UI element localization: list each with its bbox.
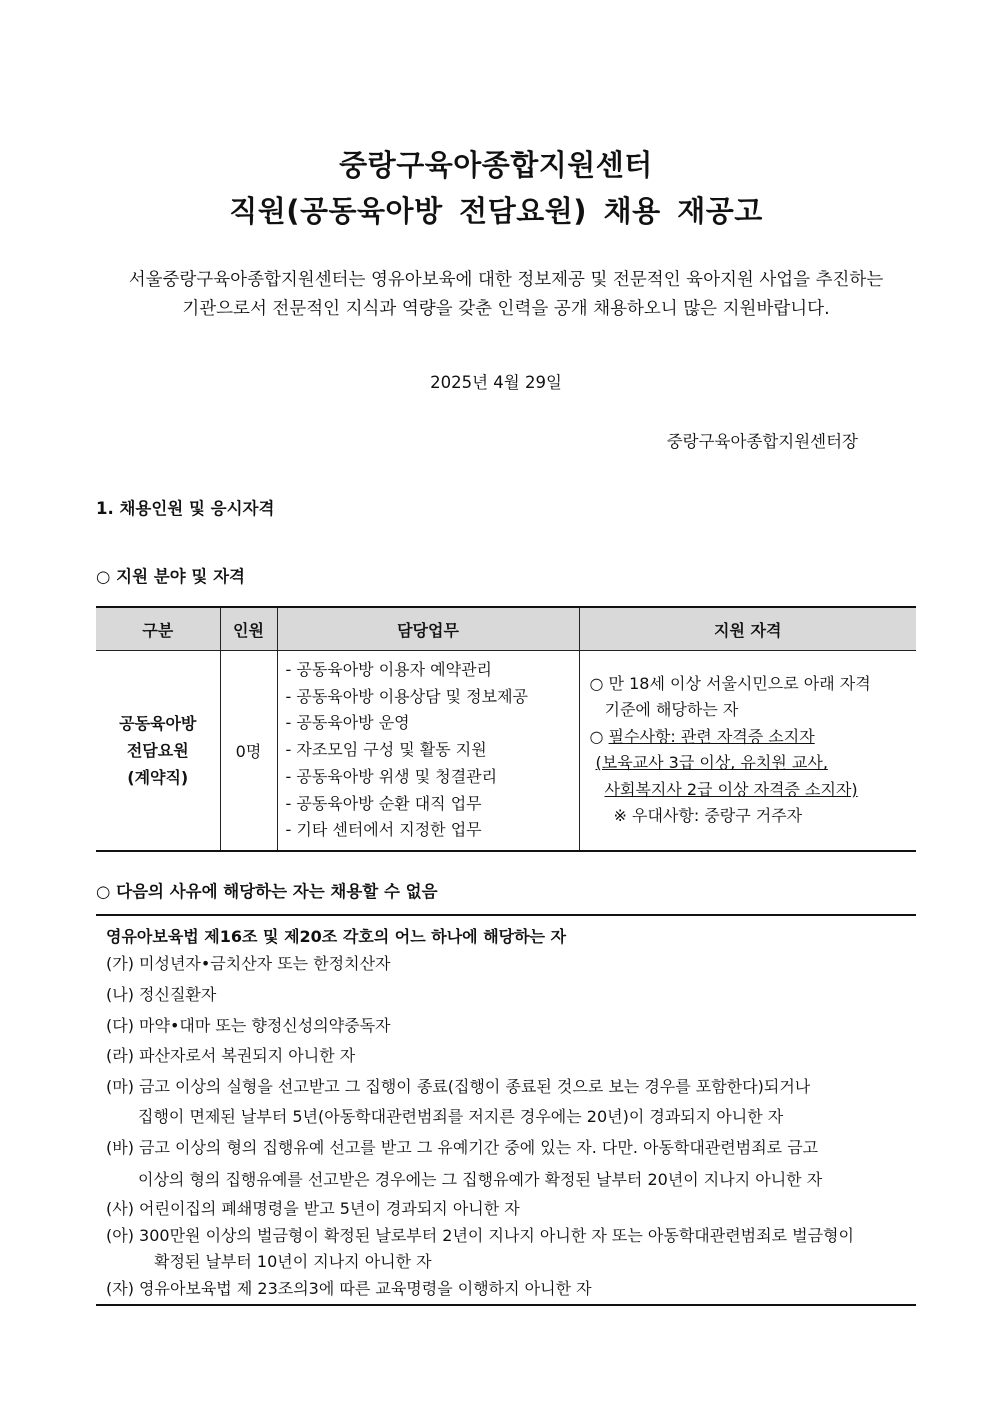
preferred-qualification: ※ 우대사항: 중랑구 거주자: [613, 806, 803, 826]
disqualification-item: (나) 정신질환자: [106, 985, 217, 1004]
category-cell: [96, 651, 220, 851]
header-category: 구분: [96, 607, 220, 651]
required-line: [590, 724, 911, 751]
disqualification-item: (다) 마약•대마 또는 향정신성의약중독자: [106, 1016, 391, 1035]
qualification-cell: [579, 651, 916, 851]
intro-line-2: 기관으로서 전문적인 지식과 역량을 갖춘 인력을 공개 채용하오니 많은 지원바랍니다.: [182, 299, 830, 319]
disqualification-heading: 영유아보육법 제16조 및 제20조 각호의 어느 하나에 해당하는 자: [106, 927, 567, 946]
signer: 중랑구육아종합지원센터장: [666, 432, 858, 451]
header-count: 인원: [220, 607, 277, 651]
section-heading-disqualification: ○ 다음의 사유에 해당하는 자는 채용할 수 없음: [96, 882, 438, 901]
required-detail: [590, 750, 911, 777]
section-heading-recruitment: 1. 채용인원 및 응시자격: [96, 499, 275, 518]
category-line: 공동육아방: [119, 713, 197, 733]
intro-paragraph: [96, 266, 916, 324]
disqualification-item-cont: 확정된 날부터 10년이 지나지 아니한 자: [154, 1252, 432, 1271]
count-cell: 0명: [220, 651, 277, 851]
duty-item: - 공동육아방 순환 대직 업무: [285, 793, 482, 813]
disqualification-item: (가) 미성년자•금치산자 또는 한정치산자: [106, 954, 391, 973]
duties-cell: [277, 651, 579, 851]
section-heading-qualification: ○ 지원 분야 및 자격: [96, 567, 245, 586]
disqualification-item: (라) 파산자로서 복권되지 아니한 자: [106, 1046, 356, 1065]
disqualification-item-cont: 이상의 형의 집행유예를 선고받은 경우에는 그 집행유예가 확정된 날부터 20년이 지나지 아니한 자: [138, 1170, 823, 1189]
table-header-row: [96, 607, 916, 651]
required-detail-2: 사회복지사 2급 이상 자격증 소지자): [604, 779, 858, 799]
category-line: 전담요원: [126, 740, 189, 760]
table-row: [96, 651, 916, 851]
page-subtitle: 직원(공동육아방 전담요원) 채용 재공고: [229, 194, 763, 228]
category-line: (계약직): [127, 767, 189, 787]
required-detail-1: (보육교사 3급 이상, 유치원 교사,: [595, 753, 828, 773]
disqualification-item-cont: 집행이 면제된 날부터 5년(아동학대관련범죄를 저지른 경우에는 20년)이 경과되지 아니한 자: [138, 1107, 784, 1126]
page-title: 중랑구육아종합지원센터: [339, 148, 653, 182]
required-detail: [590, 777, 911, 804]
disqualification-box: [96, 914, 916, 1306]
announcement-date: 2025년 4월 29일: [430, 373, 562, 392]
required-bullet: ○: [589, 726, 609, 746]
required-qualification: 필수사항: 관련 자격증 소지자: [608, 726, 815, 746]
header-qualification: 지원 자격: [579, 607, 916, 651]
qualification-table: [96, 606, 916, 852]
duty-item: - 공동육아방 이용상담 및 정보제공: [285, 686, 529, 706]
duty-item: - 기타 센터에서 지정한 업무: [285, 820, 482, 840]
duty-item: - 공동육아방 운영: [285, 713, 410, 733]
duty-item: - 공동육아방 위생 및 청결관리: [285, 766, 498, 786]
duty-item: - 공동육아방 이용자 예약관리: [285, 660, 493, 679]
qualification-line: 기준에 해당하는 자: [604, 700, 739, 720]
header-duties: 담당업무: [277, 607, 579, 651]
disqualification-item: (마) 금고 이상의 실형을 선고받고 그 집행이 종료(집행이 종료된 것으로 보는 경우를 포함한다)되거나: [106, 1077, 811, 1096]
disqualification-item: (사) 어린이집의 폐쇄명령을 받고 5년이 경과되지 아니한 자: [106, 1199, 520, 1218]
disqualification-item: (아) 300만원 이상의 벌금형이 확정된 날로부터 2년이 지나지 아니한 자 또는 아동학대관련범죄로 벌금형이: [106, 1226, 854, 1245]
disqualification-item: (자) 영유아보육법 제 23조의3에 따른 교육명령을 이행하지 아니한 자: [106, 1279, 592, 1298]
qualification-line: ○ 만 18세 이상 서울시민으로 아래 자격: [589, 673, 871, 693]
disqualification-item: (바) 금고 이상의 형의 집행유예 선고를 받고 그 유예기간 중에 있는 자. 다만. 아동학대관련범죄로 금고: [106, 1138, 819, 1157]
intro-line-1: 서울중랑구육아종합지원센터는 영유아보육에 대한 정보제공 및 전문적인 육아지원 사업을 추진하는: [128, 270, 884, 290]
duty-item: - 자조모임 구성 및 활동 지원: [285, 740, 487, 760]
